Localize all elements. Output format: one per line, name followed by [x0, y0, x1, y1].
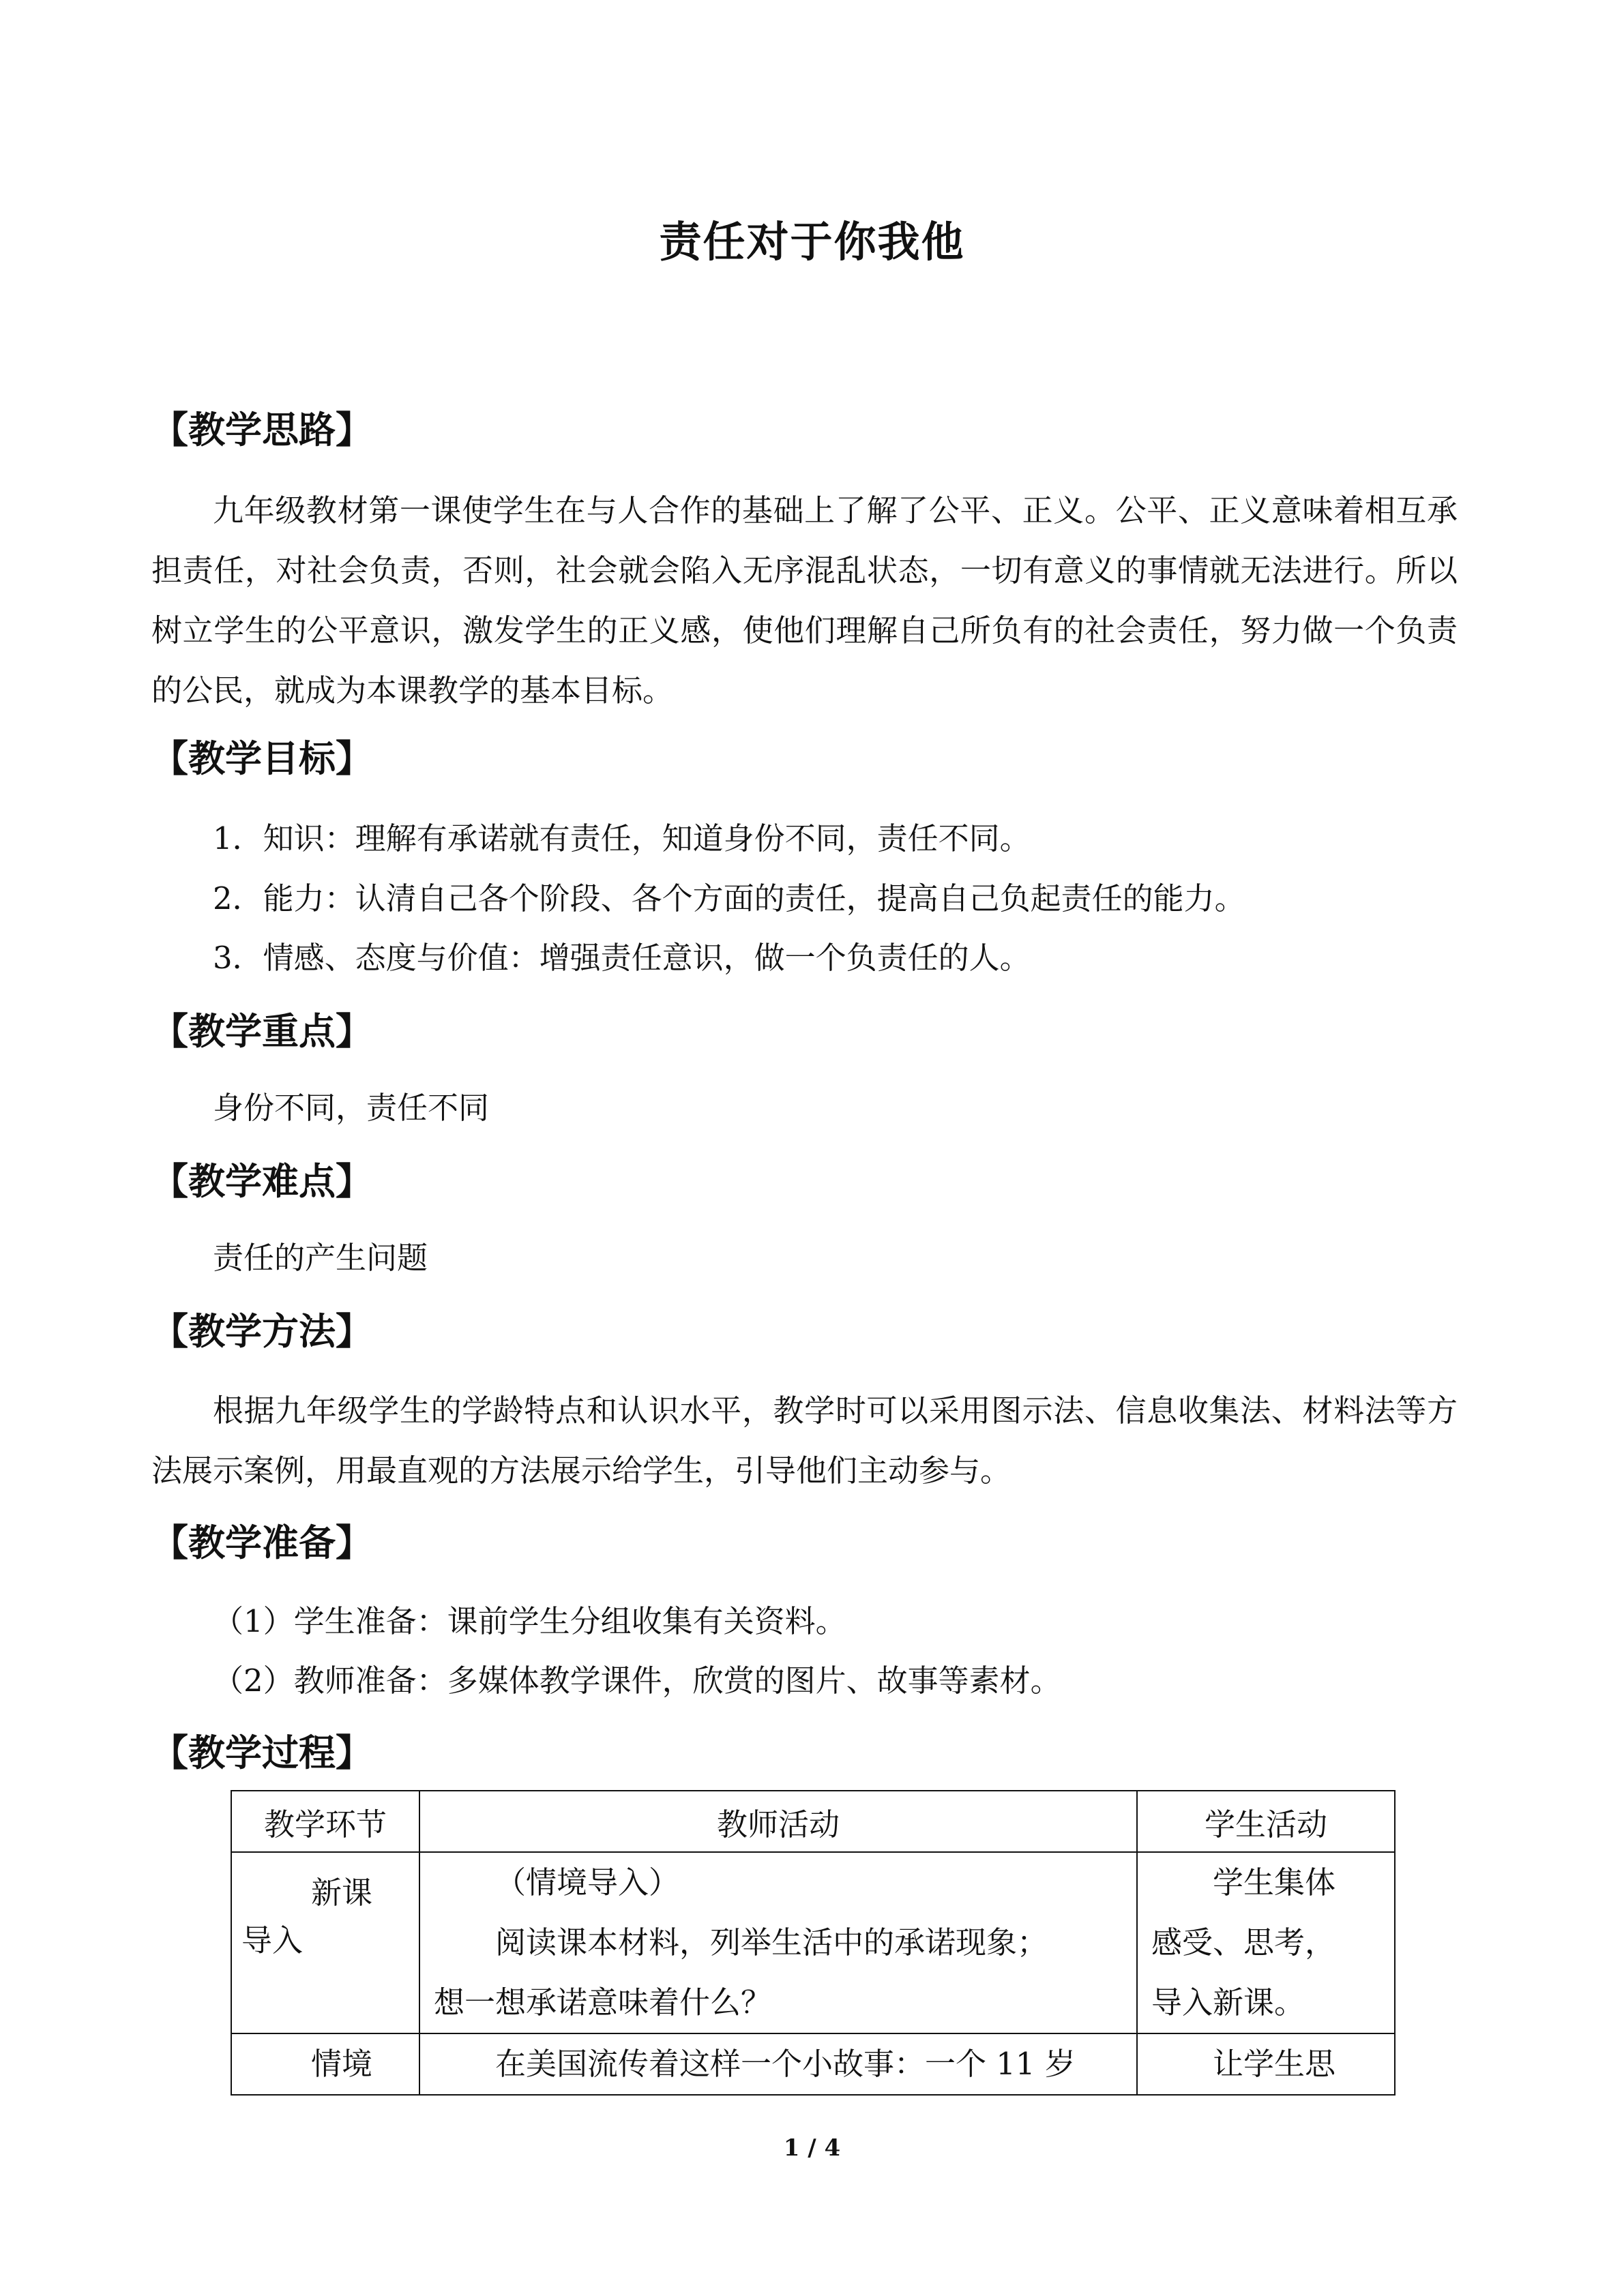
student-cell: [1137, 2033, 1395, 2095]
stage-line: 导入: [241, 1922, 304, 1958]
heading-goals: 【教学目标】: [151, 737, 372, 780]
stage-cell: [231, 1852, 419, 2033]
heading-difficulty: 【教学难点】: [151, 1160, 372, 1203]
document-title: 责任对于你我他: [659, 217, 965, 267]
teacher-line: （情境导入）: [495, 1864, 680, 1900]
goal-item-2: 2．能力：认清自己各个阶段、各个方面的责任，提高自己负起责任的能力。: [213, 880, 1245, 916]
heading-method: 【教学方法】: [151, 1310, 372, 1353]
goal-item-3: 3．情感、态度与价值：增强责任意识，做一个负责任的人。: [213, 940, 1031, 976]
heading-thinking: 【教学思路】: [151, 408, 372, 451]
table-row: [231, 1852, 1395, 2033]
paragraph-method: 根据九年级学生的学龄特点和认识水平，教学时可以采用图示法、信息收集法、材料法等方法展示案例，用最直观的方法展示给学生，引导他们主动参与。: [151, 1392, 1458, 1489]
header-stage: 教学环节: [231, 1791, 419, 1852]
student-line: 导入新课。: [1151, 1984, 1305, 2021]
goal-item-1: 1．知识：理解有承诺就有责任，知道身份不同，责任不同。: [213, 820, 1031, 856]
difficulty-text: 责任的产生问题: [213, 1240, 428, 1276]
student-line: 学生集体: [1213, 1864, 1336, 1900]
student-line: 感受、思考，: [1151, 1924, 1336, 1960]
table-row: [231, 2033, 1395, 2095]
paragraph-thinking: 九年级教材第一课使学生在与人合作的基础上了解了公平、正义。公平、正义意味着相互承担责任，对社会负责，否则，社会就会陷入无序混乱状态，一切有意义的事情就无法进行。所以树立学生的公平意识，激发学生的正义感，使他们理解自己所负有的社会责任，努力做一个负责的公民，就成为本课教学的基本目标。: [151, 492, 1458, 709]
heading-key-point: 【教学重点】: [151, 1010, 372, 1053]
heading-preparation: 【教学准备】: [151, 1521, 372, 1564]
student-line: 让学生思: [1213, 2046, 1336, 2082]
key-point-text: 身份不同，责任不同: [213, 1090, 490, 1126]
preparation-item-1: （1）学生准备：课前学生分组收集有关资料。: [213, 1603, 846, 1639]
stage-line: 情境: [311, 2046, 373, 2082]
page-indicator: 1 / 4: [783, 2134, 841, 2162]
preparation-item-2: （2）教师准备：多媒体教学课件，欣赏的图片、故事等素材。: [213, 1663, 1061, 1699]
stage-cell: [231, 2033, 419, 2095]
process-table: [231, 1790, 1396, 2096]
header-student: 学生活动: [1137, 1791, 1395, 1852]
stage-line: 新课: [311, 1875, 373, 1911]
header-teacher: 教师活动: [419, 1791, 1137, 1852]
teacher-cell: [419, 1852, 1137, 2033]
heading-process: 【教学过程】: [151, 1731, 372, 1774]
table-header-row: [231, 1791, 1395, 1852]
teacher-line: 想一想承诺意味着什么？: [434, 1984, 772, 2021]
teacher-line: 阅读课本材料，列举生活中的承诺现象；: [495, 1924, 1048, 1960]
teacher-line: 在美国流传着这样一个小故事：一个 11 岁: [495, 2046, 1076, 2082]
student-cell: [1137, 1852, 1395, 2033]
teacher-cell: [419, 2033, 1137, 2095]
